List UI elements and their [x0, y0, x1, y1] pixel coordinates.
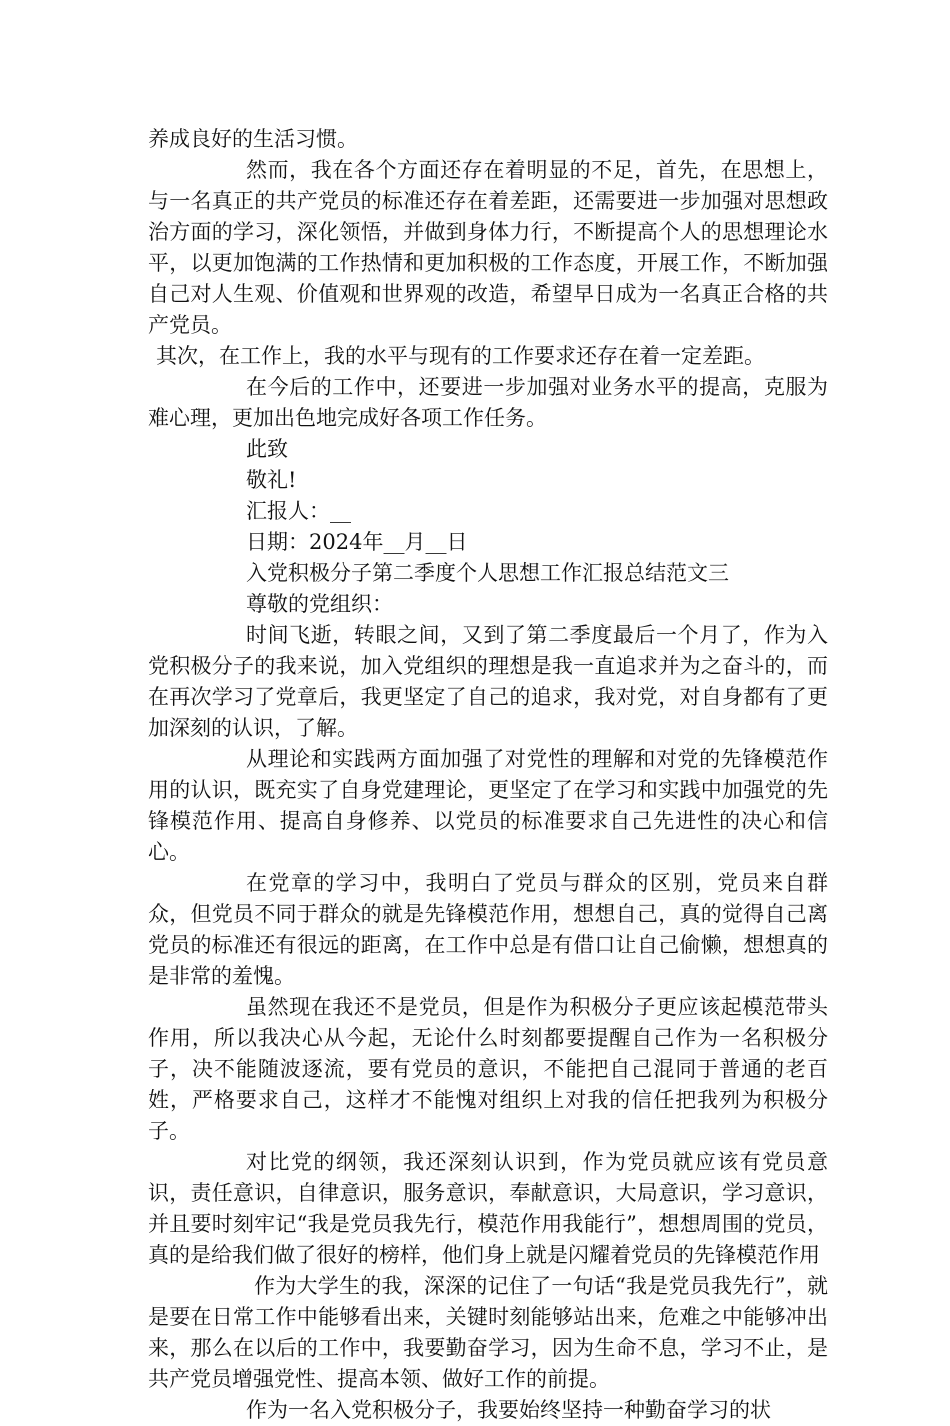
reporter-line: 汇报人：__	[246, 499, 351, 523]
paragraph-future-work: 在今后的工作中，还要进一步加强对业务水平的提高，克服为难心理，更加出色地完成好各项工作任务。	[148, 375, 828, 430]
paragraph-compare-program: 对比党的纲领，我还深刻认识到，作为党员就应该有党员意识，责任意识，自律意识，服务意识，奉献意识，大局意识，学习意识，并且要时刻牢记“我是党员我先行，模范作用我能行”，想想周围的党员，真的是给我们做了很好的榜样，他们身上就是闪耀着党员的先锋模范作用	[148, 1150, 828, 1267]
paragraph-shortcomings: 然而，我在各个方面还存在着明显的不足，首先，在思想上，与一名真正的共产党员的标准还存在着差距，还需要进一步加强对思想政治方面的学习，深化领悟，并做到身体力行，不断提高个人的思想理论水平，以更加饱满的工作热情和更加积极的工作态度，开展工作，不断加强自己对人生观、价值观和世界观的改造，希望早日成为一名真正合格的共产党员。	[148, 158, 828, 337]
section-title: 入党积极分子第二季度个人思想工作汇报总结范文三	[246, 561, 729, 585]
greeting-line: 尊敬的党组织：	[246, 592, 393, 616]
date-line: 日期：2024年__月__日	[246, 530, 468, 554]
paragraph-theory-practice: 从理论和实践两方面加强了对党性的理解和对党的先锋模范作用的认识，既充实了自身党建理论，更坚定了在学习和实践中加强党的先锋模范作用、提高自身修养、以党员的标准要求自己先进性的决心和信心。	[148, 747, 828, 864]
closing-regards: 敬礼!	[246, 468, 297, 492]
document-page	[148, 124, 828, 1426]
paragraph-work-gap: 其次，在工作上，我的水平与现有的工作要求还存在着一定差距。	[156, 344, 765, 368]
paragraph-continuation: 养成良好的生活习惯。	[148, 127, 358, 151]
paragraph-party-charter: 在党章的学习中，我明白了党员与群众的区别，党员来自群众，但党员不同于群众的就是先锋模范作用，想想自己，真的觉得自己离党员的标准还有很远的距离，在工作中总是有借口让自己偷懒，想想真的是非常的羞愧。	[148, 871, 828, 988]
paragraph-although: 虽然现在我还不是党员，但是作为积极分子更应该起模范带头作用，所以我决心从今起，无论什么时刻都要提醒自己作为一名积极分子，决不能随波逐流，要有党员的意识，不能把自己混同于普通的老百姓，严格要求自己，这样才不能愧对组织上对我的信任把我列为积极分子。	[148, 995, 828, 1143]
paragraph-time-flies: 时间飞逝，转眼之间，又到了第二季度最后一个月了，作为入党积极分子的我来说，加入党组织的理想是我一直追求并为之奋斗的，而在再次学习了党章后，我更坚定了自己的追求，我对党，对自身都有了更加深刻的认识，了解。	[148, 623, 828, 740]
paragraph-diligent-study: 作为一名入党积极分子，我要始终坚持一种勤奋学习的状	[246, 1398, 771, 1422]
paragraph-college-student: 作为大学生的我，深深的记住了一句话“我是党员我先行”，就是要在日常工作中能够看出来，关键时刻能够站出来，危难之中能够冲出来，那么在以后的工作中，我要勤奋学习，因为生命不息，学习不止，是共产党员增强党性、提高本领、做好工作的前提。	[148, 1274, 828, 1391]
closing-salutation: 此致	[246, 437, 288, 461]
